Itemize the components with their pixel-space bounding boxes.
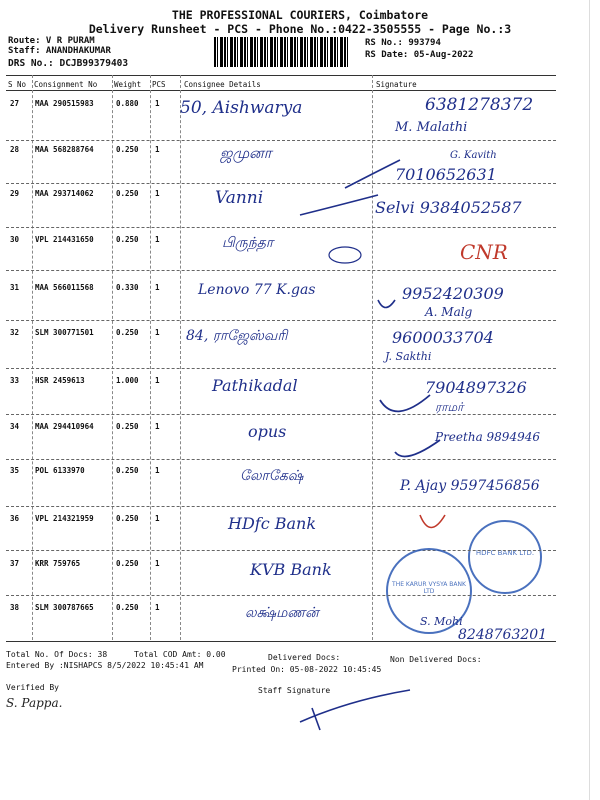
row-pcs: 1 [155,235,160,244]
row-weight: 0.250 [116,559,139,568]
row-weight: 1.000 [116,376,139,385]
row-signature: 6381278372 [425,95,534,115]
col-signature: Signature [376,80,417,89]
row-signature: 7904897326 [425,378,527,397]
row-pcs: 1 [155,466,160,475]
row-consignee: HDfc Bank [228,514,317,533]
row-pcs: 1 [155,603,160,612]
col-weight: Weight [114,80,142,89]
total-cod: Total COD Amt: 0.00 [134,650,226,659]
row-weight: 0.250 [116,603,139,612]
row-sno: 32 [10,328,20,337]
row-consignee: 84, ராஜேஸ்வரி [186,328,288,344]
row-weight: 0.250 [116,422,139,431]
row-sno: 34 [10,422,20,431]
row-signature: Selvi 9384052587 [375,198,522,217]
row-weight: 0.880 [116,99,139,108]
staff-sign-stroke [300,690,410,722]
row-consignee: Pathikadal [212,376,298,395]
row-pcs: 1 [155,559,160,568]
row-consignee: 50, Aishwarya [180,98,303,118]
row-consignment-no: MAA 566011568 [35,283,94,292]
row-sno: 29 [10,189,20,198]
row-consignment-no: KRR 759765 [35,559,81,568]
row-consignment-no: SLM 300771501 [35,328,94,337]
row-consignment-no: POL 6133970 [35,466,85,475]
row-signature-name: ராமர் [435,400,464,414]
col-sno: S No [8,80,27,89]
row-pcs: 1 [155,283,160,292]
row-signature: Preetha 9894946 [435,430,540,444]
delivered-docs: Delivered Docs: [268,653,341,662]
row-sno: 36 [10,514,20,523]
row-consignee: Vanni [215,188,264,208]
row-weight: 0.330 [116,283,139,292]
row-sno: 27 [10,99,20,108]
row-pcs: 1 [155,99,160,108]
row-consignee: opus [248,422,287,441]
col-consignee: Consignee Details [184,80,261,89]
row-signature-name: M. Malathi [395,120,468,135]
row-sno: 33 [10,376,20,385]
row-31-tick [378,300,395,308]
route-label: Route: V R PURAM [8,36,95,46]
row-signature-name: A. Malg [425,305,473,319]
row-34-tick [395,440,440,456]
runsheet-subtitle: Delivery Runsheet - PCS - Phone No.:0422-3505555 - Page No.:3 [88,22,512,36]
stamp-text: THE KARUR VYSYA BANK LTD [392,581,466,596]
company-name: THE PROFESSIONAL COURIERS, Coimbatore [171,8,429,22]
row-weight: 0.250 [116,235,139,244]
staff-sign-stroke [312,708,320,730]
row-consignee: லக்ஷ்மணன் [245,605,319,621]
drs-number: DRS No.: DCJB99379403 [8,58,129,69]
total-docs: Total No. Of Docs: 38 [6,650,108,659]
row-signature: 8248763201 [458,627,548,643]
row-sno: 31 [10,283,20,292]
row-consignee: ஜமுனா [220,144,272,162]
row-consignee: Lenovo 77 K.gas [198,282,316,298]
cnr-circle [329,247,361,263]
row-consignee: KVB Bank [250,560,332,579]
row-28-tick [345,160,400,188]
row-sno: 28 [10,145,20,154]
row-signature-cnr: CNR [460,240,508,264]
row-weight: 0.250 [116,466,139,475]
non-delivered-docs: Non Delivered Docs: [390,655,482,664]
row-consignment-no: MAA 293714062 [35,189,94,198]
row-weight: 0.250 [116,189,139,198]
row-consignment-no: HSR 2459613 [35,376,85,385]
row-sno: 38 [10,603,20,612]
row-consignment-no: VPL 214321959 [35,514,94,523]
row-signature-name: J. Sakthi [385,350,432,363]
row-consignment-no: MAA 290515983 [35,99,94,108]
row-consignment-no: VPL 214431650 [35,235,94,244]
row-pcs: 1 [155,514,160,523]
row-signature-name: G. Kavith [450,150,497,161]
row-36-red-mark [420,515,445,528]
row-consignee: லோகேஷ் [240,468,304,484]
row-consignee: பிருந்தா [222,235,274,251]
stamp-text: HDFC BANK LTD. [475,548,535,557]
row-signature: 7010652631 [395,165,497,184]
row-weight: 0.250 [116,145,139,154]
row-signature: P. Ajay 9597456856 [400,478,540,494]
col-pcs: PCS [152,80,166,89]
row-signature: 9600033704 [392,328,494,347]
row-29-tick [300,195,378,215]
row-sno: 37 [10,559,20,568]
rs-date: RS Date: 05-Aug-2022 [365,50,474,60]
row-signature: 9952420309 [402,284,504,303]
col-consignment: Consignment No [34,80,98,89]
row-pcs: 1 [155,376,160,385]
row-pcs: 1 [155,422,160,431]
row-signature-name: S. Mohi [420,615,463,628]
row-sno: 30 [10,235,20,244]
row-weight: 0.250 [116,514,139,523]
row-weight: 0.250 [116,328,139,337]
entered-by: Entered By :NISHAPCS 8/5/2022 10:45:41 AM [6,661,204,670]
row-33-tick [380,395,430,411]
row-pcs: 1 [155,328,160,337]
row-consignment-no: MAA 568288764 [35,145,94,154]
rs-number: RS No.: 993794 [365,38,441,48]
row-sno: 35 [10,466,20,475]
verified-signature: S. Pappa. [6,696,63,710]
row-consignment-no: MAA 294410964 [35,422,94,431]
printed-on: Printed On: 05-08-2022 10:45:45 [232,665,382,674]
staff-label: Staff: ANANDHAKUMAR [8,46,111,56]
verified-by-label: Verified By [6,683,59,692]
staff-signature-label: Staff Signature [258,686,331,695]
row-pcs: 1 [155,189,160,198]
row-pcs: 1 [155,145,160,154]
row-consignment-no: SLM 300787665 [35,603,94,612]
